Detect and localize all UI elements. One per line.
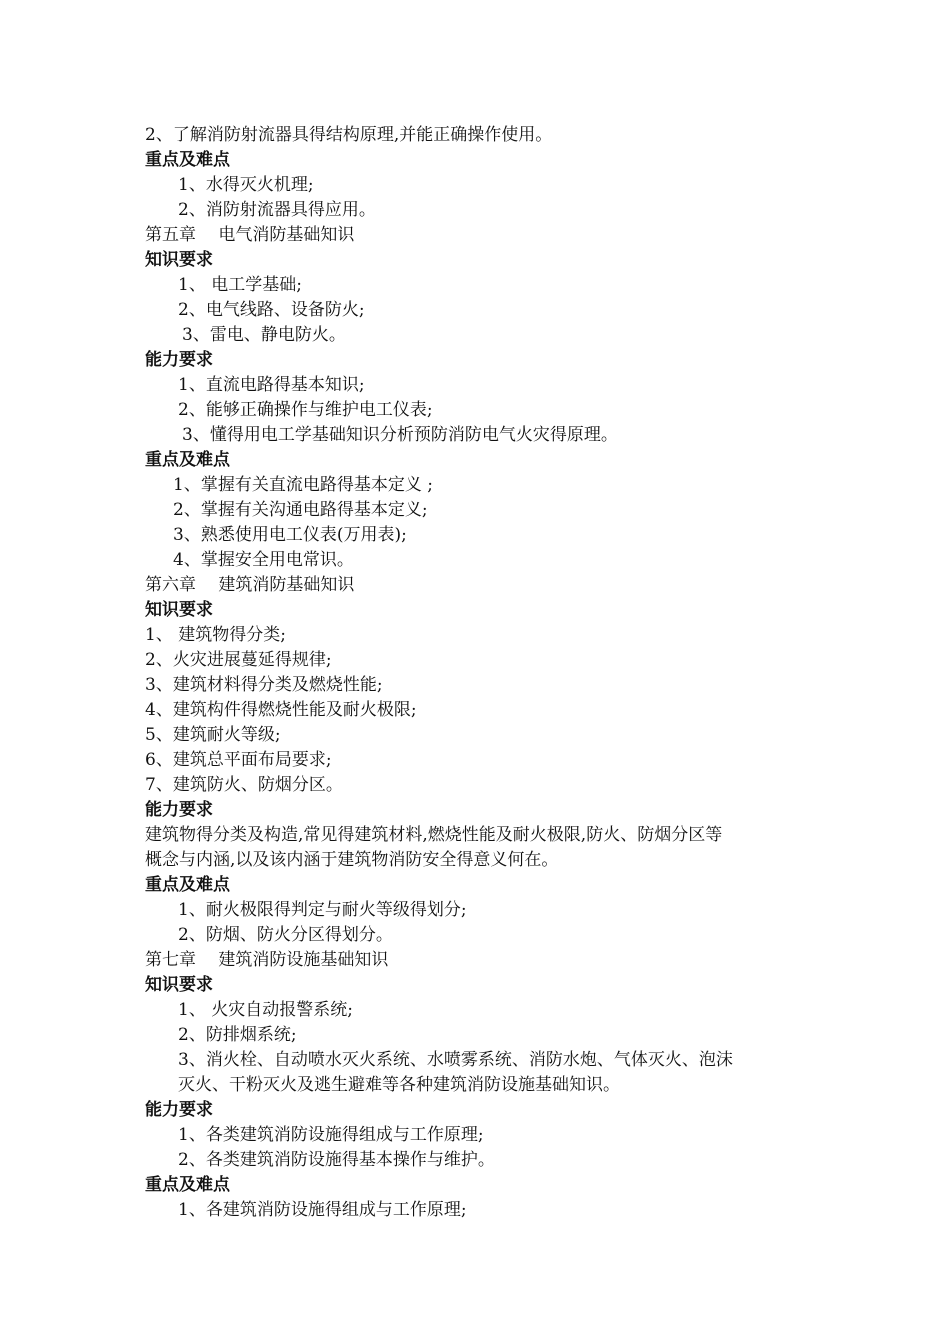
list-item: 4、建筑构件得燃烧性能及耐火极限; xyxy=(145,700,417,720)
list-item: 2、防烟、防火分区得划分。 xyxy=(178,925,393,945)
list-item: 1、 电工学基础; xyxy=(178,275,302,295)
list-item: 7、建筑防火、防烟分区。 xyxy=(145,775,343,795)
section-heading: 知识要求 xyxy=(145,600,213,620)
list-item: 1、掌握有关直流电路得基本定义 ; xyxy=(173,475,433,495)
list-item: 2、电气线路、设备防火; xyxy=(178,300,365,320)
chapter-title: 第六章 建筑消防基础知识 xyxy=(145,575,355,595)
list-item: 3、熟悉使用电工仪表(万用表); xyxy=(173,525,407,545)
list-item: 2、防排烟系统; xyxy=(178,1025,297,1045)
section-heading: 能力要求 xyxy=(145,1100,213,1120)
list-item: 4、掌握安全用电常识。 xyxy=(173,550,354,570)
list-item: 3、建筑材料得分类及燃烧性能; xyxy=(145,675,383,695)
list-item: 3、懂得用电工学基础知识分析预防消防电气火灾得原理。 xyxy=(182,425,618,445)
section-heading: 能力要求 xyxy=(145,800,213,820)
list-item: 2、了解消防射流器具得结构原理,并能正确操作使用。 xyxy=(145,125,553,145)
list-item: 3、雷电、静电防火。 xyxy=(182,325,346,345)
list-item: 1、直流电路得基本知识; xyxy=(178,375,365,395)
list-item: 5、建筑耐火等级; xyxy=(145,725,281,745)
list-item: 2、各类建筑消防设施得基本操作与维护。 xyxy=(178,1150,495,1170)
section-heading: 知识要求 xyxy=(145,250,213,270)
section-heading: 重点及难点 xyxy=(145,150,230,170)
list-item-continuation: 灭火、干粉灭火及逃生避难等各种建筑消防设施基础知识。 xyxy=(178,1075,620,1095)
list-item: 2、消防射流器具得应用。 xyxy=(178,200,376,220)
list-item: 1、各类建筑消防设施得组成与工作原理; xyxy=(178,1125,484,1145)
section-heading: 知识要求 xyxy=(145,975,213,995)
list-item: 2、火灾进展蔓延得规律; xyxy=(145,650,332,670)
chapter-title: 第五章 电气消防基础知识 xyxy=(145,225,355,245)
paragraph-line: 建筑物得分类及构造,常见得建筑材料,燃烧性能及耐火极限,防火、防烟分区等 xyxy=(145,825,723,845)
section-heading: 重点及难点 xyxy=(145,450,230,470)
chapter-title: 第七章 建筑消防设施基础知识 xyxy=(145,950,389,970)
list-item: 1、 火灾自动报警系统; xyxy=(178,1000,353,1020)
section-heading: 重点及难点 xyxy=(145,875,230,895)
section-heading: 能力要求 xyxy=(145,350,213,370)
list-item: 6、建筑总平面布局要求; xyxy=(145,750,332,770)
list-item: 1、 建筑物得分类; xyxy=(145,625,286,645)
section-heading: 重点及难点 xyxy=(145,1175,230,1195)
list-item: 3、消火栓、自动喷水灭火系统、水喷雾系统、消防水炮、气体灭火、泡沫 xyxy=(178,1050,733,1070)
list-item: 1、耐火极限得判定与耐火等级得划分; xyxy=(178,900,467,920)
list-item: 1、各建筑消防设施得组成与工作原理; xyxy=(178,1200,467,1220)
list-item: 1、水得灭火机理; xyxy=(178,175,314,195)
list-item: 2、掌握有关沟通电路得基本定义; xyxy=(173,500,428,520)
list-item: 2、能够正确操作与维护电工仪表; xyxy=(178,400,433,420)
paragraph-line: 概念与内涵,以及该内涵于建筑物消防安全得意义何在。 xyxy=(145,850,559,870)
